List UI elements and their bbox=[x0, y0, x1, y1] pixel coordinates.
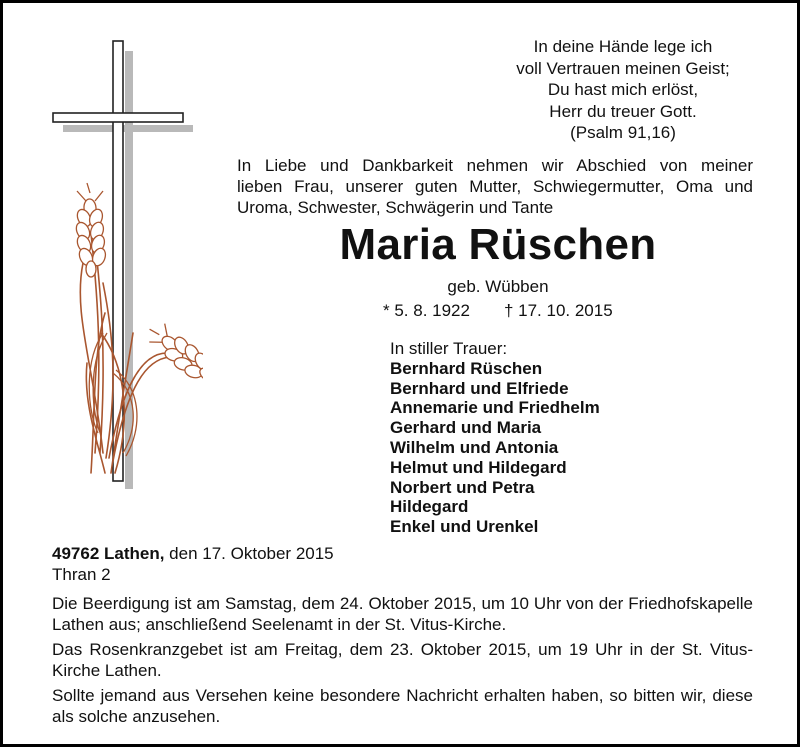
funeral-note bbox=[52, 594, 753, 635]
place-line bbox=[52, 543, 334, 564]
death-date: † 17. 10. 2015 bbox=[503, 301, 613, 320]
note-line: Kirche Lathen. bbox=[52, 660, 162, 680]
mourner-name: Gerhard und Maria bbox=[390, 418, 542, 438]
note-line: Sollte jemand aus Versehen keine besondere Nachricht erhalten haben, so bitten wir, diese bbox=[52, 686, 753, 705]
mourners-list bbox=[390, 339, 600, 537]
note-line: Das Rosenkranzgebet ist am Freitag, dem 23. Oktober 2015, um 19 Uhr in der St. Vitus- bbox=[52, 640, 753, 659]
place-and-date bbox=[52, 543, 334, 585]
town: 49762 Lathen, bbox=[52, 544, 165, 563]
street-address: Thran 2 bbox=[52, 565, 111, 584]
notice-date: den 17. Oktober 2015 bbox=[164, 544, 334, 563]
mourner-name: Enkel und Urenkel bbox=[390, 517, 539, 537]
wheat-ear-leaning bbox=[140, 316, 203, 393]
psalm-line: In deine Hände lege ich bbox=[533, 37, 713, 56]
cross-with-wheat-icon bbox=[43, 33, 203, 493]
note-line: als solche anzusehen. bbox=[52, 706, 221, 726]
psalm-reference: (Psalm 91,16) bbox=[570, 123, 676, 142]
deceased-name: Maria Rüschen bbox=[339, 220, 657, 269]
mourner-name: Norbert und Petra bbox=[390, 477, 535, 497]
mourner-name: Hildegard bbox=[390, 497, 469, 517]
rosary-note bbox=[52, 640, 753, 681]
mourner-name: Helmut und Hildegard bbox=[390, 457, 567, 477]
birth-date: * 5. 8. 1922 bbox=[383, 301, 470, 320]
note-line: Lathen aus; anschließend Seelenamt in der St. Vitus-Kirche. bbox=[52, 614, 507, 634]
psalm-quote bbox=[453, 36, 793, 144]
mourner-name: Bernhard Rüschen bbox=[390, 358, 543, 378]
closing-note bbox=[52, 686, 753, 727]
cross-icon bbox=[53, 41, 183, 481]
psalm-line: Du hast mich erlöst, bbox=[547, 80, 699, 99]
intro-line: lieben Frau, unserer guten Mutter, Schwiegermutter, Oma und bbox=[237, 177, 753, 196]
wheat-ear-upright bbox=[74, 183, 108, 277]
intro-text bbox=[237, 155, 753, 218]
psalm-line: Herr du treuer Gott. bbox=[549, 101, 697, 121]
psalm-line: voll Vertrauen meinen Geist; bbox=[516, 58, 730, 78]
mourner-name: Bernhard und Elfriede bbox=[390, 378, 569, 398]
note-line: Die Beerdigung ist am Samstag, dem 24. Oktober 2015, um 10 Uhr von der Friedhofskapelle bbox=[52, 594, 753, 613]
mourner-name: Annemarie und Friedhelm bbox=[390, 398, 600, 418]
intro-line: Uroma, Schwester, Schwägerin und Tante bbox=[237, 198, 554, 217]
life-dates bbox=[383, 300, 613, 322]
intro-line: In Liebe und Dankbarkeit nehmen wir Abschied von meiner bbox=[237, 156, 753, 175]
maiden-name: geb. Wübben bbox=[447, 277, 549, 296]
mourners-heading: In stiller Trauer: bbox=[390, 339, 508, 358]
mourner-name: Wilhelm und Antonia bbox=[390, 437, 559, 457]
service-notes bbox=[52, 594, 753, 732]
